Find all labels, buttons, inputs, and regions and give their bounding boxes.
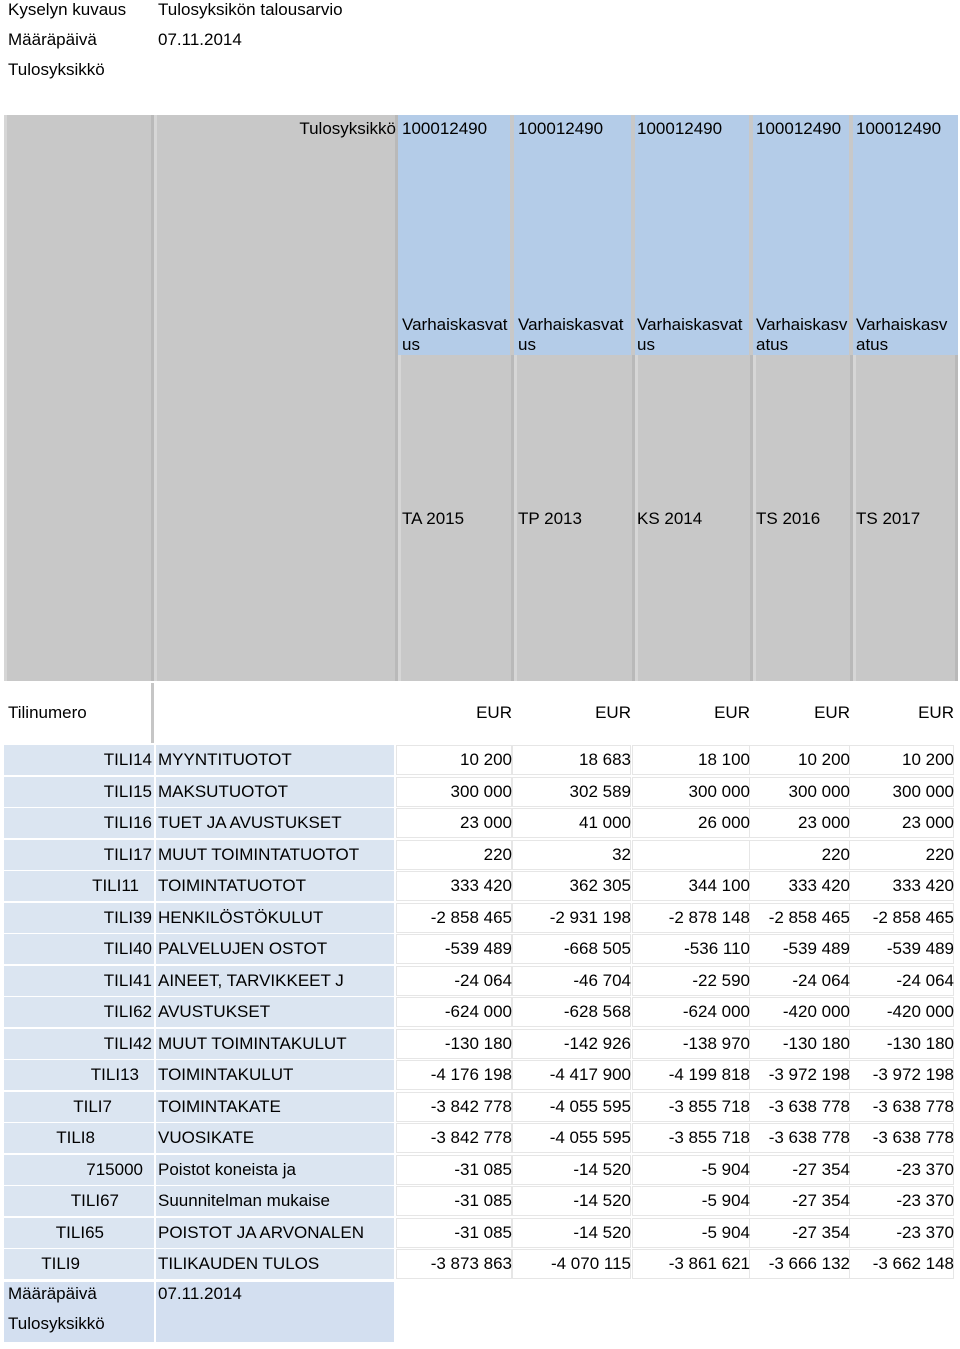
account-code: TILI39 [103, 908, 152, 927]
account-value: -3 638 778 [872, 1097, 954, 1116]
account-value: -628 568 [563, 1002, 631, 1021]
unit-code-4: 100012490 [756, 119, 842, 138]
account-value: -3 638 778 [768, 1097, 850, 1116]
account-value: -2 858 465 [872, 908, 954, 927]
account-name: MUUT TOIMINTATUOTOT [158, 845, 360, 864]
query-description-label: Kyselyn kuvaus [8, 0, 127, 19]
account-value: -31 085 [454, 1191, 512, 1210]
account-value: 300 000 [788, 782, 850, 801]
account-value: -14 520 [573, 1191, 631, 1210]
account-value: -14 520 [573, 1160, 631, 1179]
account-code: TILI11 [92, 876, 139, 895]
account-value: -5 904 [701, 1223, 750, 1242]
account-value: -3 666 132 [768, 1254, 850, 1273]
account-value: -539 489 [444, 939, 512, 958]
account-code: TILI7 [73, 1097, 112, 1116]
period-3: KS 2014 [637, 509, 703, 528]
account-value: -3 855 718 [668, 1097, 750, 1116]
account-value: 344 100 [688, 876, 750, 895]
account-name: MUUT TOIMINTAKULUT [158, 1034, 347, 1053]
account-value: -4 176 198 [430, 1065, 512, 1084]
account-value: -4 055 595 [549, 1128, 631, 1147]
sector-5-line2: atus [856, 335, 889, 354]
account-value: 26 000 [698, 813, 750, 832]
account-code: 715000 [86, 1160, 143, 1179]
account-value: -536 110 [684, 939, 750, 958]
account-value: 300 000 [892, 782, 954, 801]
account-value: 10 200 [460, 750, 512, 769]
account-code: TILI15 [103, 782, 152, 801]
account-value: 300 000 [450, 782, 512, 801]
account-value: -3 855 718 [668, 1128, 750, 1147]
account-value: 362 305 [569, 876, 631, 895]
account-value: -4 055 595 [549, 1097, 631, 1116]
account-value: -23 370 [896, 1160, 954, 1179]
account-value: -420 000 [886, 1002, 954, 1021]
row-value-cell [632, 840, 750, 870]
unit-label: Tulosyksikkö [8, 60, 105, 79]
sector-3-line2: us [637, 335, 655, 354]
account-value: -3 638 778 [872, 1128, 954, 1147]
currency-4: EUR [814, 703, 850, 722]
account-value: 41 000 [579, 813, 631, 832]
unit-header-label: Tulosyksikkö [299, 119, 396, 138]
account-value: 23 000 [798, 813, 850, 832]
account-value: 32 [612, 845, 631, 864]
currency-5: EUR [918, 703, 954, 722]
account-value: -31 085 [454, 1160, 512, 1179]
account-code: TILI17 [103, 845, 152, 864]
account-value: -2 878 148 [668, 908, 750, 927]
account-code: TILI13 [90, 1065, 139, 1084]
account-code: TILI9 [41, 1254, 80, 1273]
account-name: AVUSTUKSET [158, 1002, 271, 1021]
account-name: TILIKAUDEN TULOS [158, 1254, 320, 1273]
account-name: Suunnitelman mukaise [158, 1191, 330, 1210]
account-value: 220 [821, 845, 850, 864]
sector-5-line1: Varhaiskasv [856, 315, 948, 334]
account-name: TUET JA AVUSTUKSET [158, 813, 342, 832]
account-value: -2 858 465 [768, 908, 850, 927]
account-value: -46 704 [573, 971, 631, 990]
account-name: MAKSUTUOTOT [158, 782, 289, 801]
account-value: -3 861 621 [668, 1254, 750, 1273]
account-value: -2 858 465 [430, 908, 512, 927]
period-5: TS 2017 [856, 509, 921, 528]
account-value: -668 505 [563, 939, 631, 958]
account-value: 333 420 [892, 876, 954, 895]
account-value: -4 417 900 [549, 1065, 631, 1084]
account-value: -22 590 [692, 971, 750, 990]
sector-2-line2: us [518, 335, 536, 354]
account-value: -23 370 [896, 1191, 954, 1210]
account-value: 300 000 [688, 782, 750, 801]
account-value: 220 [483, 845, 512, 864]
account-code: TILI67 [70, 1191, 119, 1210]
sector-4-line1: Varhaiskasv [756, 315, 848, 334]
account-value: -3 972 198 [768, 1065, 850, 1084]
account-value: 18 100 [698, 750, 750, 769]
account-value: -539 489 [782, 939, 850, 958]
account-value: -24 064 [896, 971, 954, 990]
account-value: 333 420 [450, 876, 512, 895]
period-2: TP 2013 [518, 509, 582, 528]
account-code: TILI14 [103, 750, 152, 769]
due-date-label: Määräpäivä [8, 30, 97, 49]
account-name: AINEET, TARVIKKEET J [158, 971, 344, 990]
account-name: HENKILÖSTÖKULUT [158, 908, 324, 927]
account-value: -130 180 [782, 1034, 850, 1053]
due-date-value: 07.11.2014 [158, 30, 242, 49]
query-description-value: Tulosyksikön talousarvio [158, 0, 343, 19]
account-value: 333 420 [788, 876, 850, 895]
account-code: TILI16 [103, 813, 152, 832]
account-value: 302 589 [569, 782, 631, 801]
account-value: -130 180 [886, 1034, 954, 1053]
account-name: TOIMINTAKULUT [158, 1065, 294, 1084]
unit-code-5: 100012490 [856, 119, 942, 138]
header-col-label-1 [4, 115, 154, 681]
sector-3-line1: Varhaiskasvat [637, 315, 743, 334]
account-value: -138 970 [682, 1034, 750, 1053]
account-code: TILI40 [103, 939, 152, 958]
account-value: -24 064 [454, 971, 512, 990]
account-code: TILI62 [103, 1002, 152, 1021]
account-value: -27 354 [792, 1191, 850, 1210]
account-value: -4 199 818 [668, 1065, 750, 1084]
unit-code-3: 100012490 [637, 119, 723, 138]
account-value: -624 000 [682, 1002, 750, 1021]
account-value: -539 489 [886, 939, 954, 958]
account-code: TILI8 [56, 1128, 95, 1147]
account-value: 220 [925, 845, 954, 864]
period-4: TS 2016 [756, 509, 821, 528]
account-value: -5 904 [701, 1160, 750, 1179]
account-value: -420 000 [782, 1002, 850, 1021]
column-header-block [4, 115, 958, 681]
sector-1-line2: us [402, 335, 420, 354]
account-name: Poistot koneista ja [158, 1160, 296, 1179]
account-value: -3 842 778 [430, 1128, 512, 1147]
account-value: -24 064 [792, 971, 850, 990]
account-name: TOIMINTAKATE [158, 1097, 281, 1116]
account-value: -2 931 198 [549, 908, 631, 927]
account-value: -5 904 [701, 1191, 750, 1210]
account-value: -4 070 115 [550, 1254, 631, 1273]
account-name: VUOSIKATE [158, 1128, 255, 1147]
unit-code-2: 100012490 [518, 119, 604, 138]
footer-date-value: 07.11.2014 [158, 1284, 242, 1303]
account-name: PALVELUJEN OSTOT [158, 939, 328, 958]
account-code: TILI42 [103, 1034, 152, 1053]
account-code: TILI41 [103, 971, 152, 990]
currency-3: EUR [714, 703, 750, 722]
account-value: -31 085 [454, 1223, 512, 1242]
account-value: -27 354 [792, 1223, 850, 1242]
account-value: -3 972 198 [872, 1065, 954, 1084]
account-value: 23 000 [460, 813, 512, 832]
account-value: 10 200 [902, 750, 954, 769]
account-value: -23 370 [896, 1223, 954, 1242]
currency-1: EUR [476, 703, 512, 722]
account-value: -27 354 [792, 1160, 850, 1179]
footer-date-label: Määräpäivä [8, 1284, 97, 1303]
account-value: -3 662 148 [872, 1254, 954, 1273]
sector-2-line1: Varhaiskasvat [518, 315, 624, 334]
account-name: POISTOT JA ARVONALEN [158, 1223, 364, 1242]
account-value: -3 873 863 [430, 1254, 512, 1273]
header-col-label-2 [154, 115, 398, 681]
period-1: TA 2015 [402, 509, 465, 528]
account-value: -3 842 778 [430, 1097, 512, 1116]
account-value: -130 180 [444, 1034, 512, 1053]
account-value: 23 000 [902, 813, 954, 832]
account-value: -3 638 778 [768, 1128, 850, 1147]
account-value: 18 683 [579, 750, 631, 769]
unit-code-1: 100012490 [402, 119, 488, 138]
account-code: TILI65 [55, 1223, 104, 1242]
footer-unit-label: Tulosyksikkö [8, 1314, 105, 1333]
account-value: 10 200 [798, 750, 850, 769]
account-name: TOIMINTATUOTOT [158, 876, 306, 895]
sector-4-line2: atus [756, 335, 789, 354]
account-number-header: Tilinumero [8, 703, 87, 722]
currency-2: EUR [595, 703, 631, 722]
account-name: MYYNTITUOTOT [158, 750, 292, 769]
account-value: -624 000 [444, 1002, 512, 1021]
account-value: -14 520 [573, 1223, 631, 1242]
sector-1-line1: Varhaiskasvat [402, 315, 508, 334]
account-value: -142 926 [563, 1034, 631, 1053]
